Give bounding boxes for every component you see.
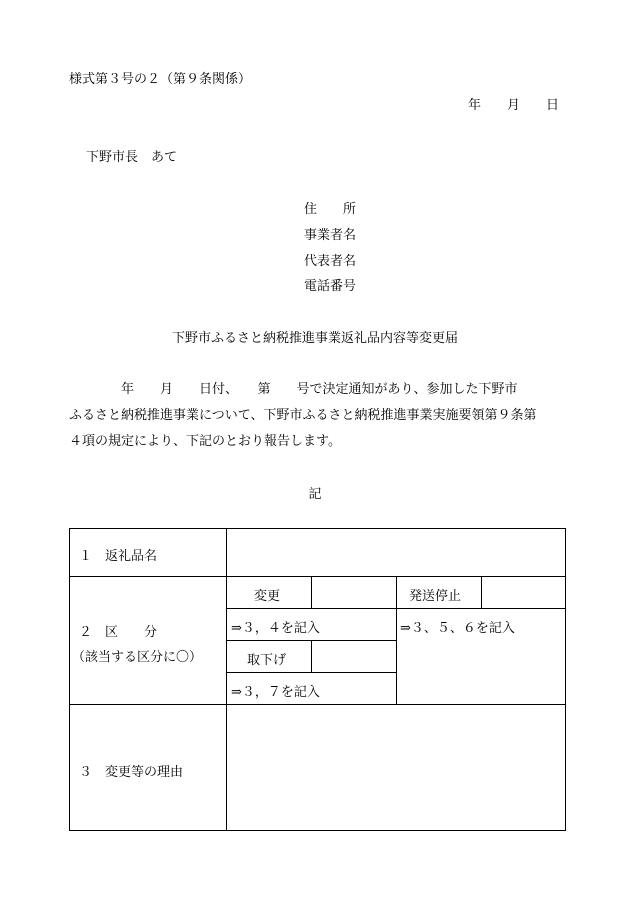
category-instruction: （該当する区分に〇） — [72, 650, 203, 665]
withdraw-checkbox-divider — [311, 640, 312, 672]
body-text-line-3: ４項の規定により、下記のとおり報告します。 — [69, 434, 341, 449]
applicant-phone-label: 電話番号 — [304, 279, 357, 294]
table-column-divider — [226, 528, 227, 831]
table-border-bottom — [69, 830, 566, 831]
withdraw-option-label: 取下げ — [247, 653, 287, 668]
note-heading: 記 — [308, 487, 322, 502]
change-reason-label: ３ 変更等の理由 — [79, 765, 184, 780]
category-grid-line-3 — [226, 672, 396, 673]
change-checkbox-divider — [311, 576, 312, 608]
suspend-option-label: 発送停止 — [409, 589, 462, 604]
withdraw-option-note: ⇒３，７を記入 — [231, 685, 320, 700]
addressee: 下野市長 あて — [86, 150, 178, 165]
change-option-label: 変更 — [254, 589, 281, 604]
document-title: 下野市ふるさと納税推進事業返礼品内容等変更届 — [171, 331, 458, 346]
table-border-right — [565, 528, 566, 831]
suspend-checkbox-divider — [481, 576, 482, 608]
table-row-divider-1 — [69, 576, 566, 577]
form-table — [69, 528, 566, 831]
applicant-business-name-label: 事業者名 — [304, 228, 357, 243]
category-center-divider — [396, 576, 397, 704]
applicant-address-label: 住 所 — [304, 202, 357, 217]
category-label: ２ 区 分 — [79, 625, 158, 640]
table-row-divider-2 — [69, 704, 566, 705]
body-text-line-1: 年 月 日付、 第 号で決定通知があり、参加した下野市 — [69, 382, 518, 397]
form-code: 様式第３号の２（第９条関係） — [69, 72, 252, 87]
applicant-representative-label: 代表者名 — [304, 254, 357, 269]
date-line: 年 月 日 — [468, 98, 560, 113]
change-option-note: ⇒３，４を記入 — [231, 621, 320, 636]
return-gift-name-label: １ 返礼品名 — [79, 549, 158, 564]
body-text-line-2: ふるさと納税推進事業について、下野市ふるさと納税推進事業実施要領第９条第 — [69, 408, 537, 423]
table-border-top — [69, 528, 566, 529]
table-border-left — [69, 528, 70, 831]
suspend-option-note: ⇒３、５、６を記入 — [400, 621, 515, 636]
